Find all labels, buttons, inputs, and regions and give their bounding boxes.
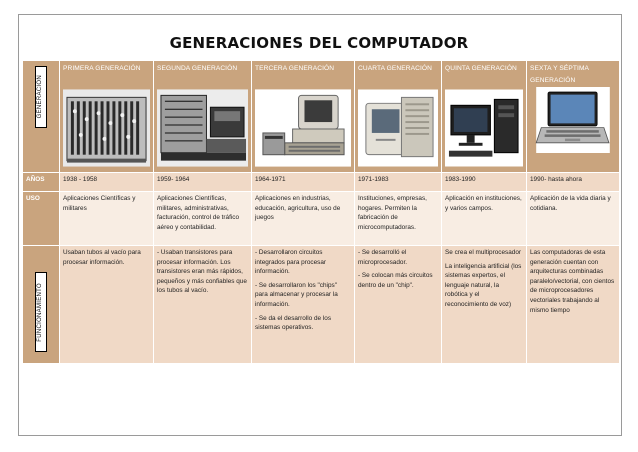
gen3-function-text-3: - Se da el desarrollo de los sistemas operativos. [255, 314, 332, 332]
minicomputer-terminal-image [255, 89, 351, 167]
gen6-function [527, 246, 620, 364]
document-title: GENERACIONES DEL COMPUTADOR [169, 34, 469, 52]
gen2-header: SEGUNDA GENERACIÓN [157, 65, 238, 72]
gen5-function-text-2: La inteligencia artificial (los sistemas expertos, el lenguaje natural, la robótica y el reconocimiento de voz) [445, 262, 522, 308]
gen2-function-text: - Usaban transistores para procesar información. Los transistores eran más rápidos, pequeños y más confiables que los tubos al vacío. [157, 249, 247, 295]
function-row [23, 246, 620, 364]
gen2-function [154, 246, 252, 364]
gen2-use: Aplicaciones Científicas, militares, administrativas, facturación, control de tráfico aéreo y contabilidad. [154, 192, 252, 246]
gen5-years: 1983-1990 [442, 173, 527, 192]
use-label: USO [23, 192, 60, 246]
gen4-header-cell [355, 61, 442, 173]
gen6-function-text: Las computadoras de esta generación cuentan con arquitecturas combinadas paralelo/vectorial, con cientos de microprocesadores vectoriales trabajando al mismo tiempo [530, 249, 615, 314]
gen3-function [252, 246, 355, 364]
gen4-function-text-2: - Se colocan más circuitos dentro de un "chip". [358, 272, 433, 289]
gen1-use: Aplicaciones Científicas y militares [60, 192, 154, 246]
gen4-use: Instituciones, empresas, hogares. Permiten la fabricación de microcomputadoras. [355, 192, 442, 246]
gen3-function-text-1: - Desarrollaron circuitos integrados para procesar información. [255, 249, 327, 276]
vacuum-tube-computer-image [63, 89, 150, 167]
years-label: AÑOS [23, 173, 60, 192]
gen1-years: 1938 - 1958 [60, 173, 154, 192]
gen6-use: Aplicación de la vida diaria y cotidiana. [527, 192, 620, 246]
gen3-header: TERCERA GENERACIÓN [255, 65, 335, 72]
gen1-header: PRIMERA GENERACIÓN [63, 65, 141, 72]
laptop-computer-image [530, 87, 616, 153]
use-row [23, 192, 620, 246]
gen6-header: SEXTA Y SÉPTIMA GENERACIÓN [530, 65, 589, 84]
generation-side-label-box [35, 66, 47, 128]
gen2-header-cell [154, 61, 252, 173]
gen1-function-text: Usaban tubos al vacío para procesar información. [63, 249, 141, 266]
gen3-header-cell [252, 61, 355, 173]
gen4-function-text-1: - Se desarrolló el microprocesador. [358, 249, 408, 266]
gen3-use: Aplicaciones en industrias, educación, agricultura, uso de juegos [252, 192, 355, 246]
generation-side-cell [23, 61, 60, 173]
function-side-cell [23, 246, 60, 364]
gen4-years: 1971-1983 [355, 173, 442, 192]
generation-side-label: GENERACIÓN [37, 75, 44, 119]
generations-table [22, 60, 620, 364]
gen3-years: 1964-1971 [252, 173, 355, 192]
function-side-label-box [35, 272, 47, 352]
gen5-header-cell [442, 61, 527, 173]
gen5-function-text-1: Se crea el multiprocesador [445, 249, 522, 256]
gen3-function-text-2: - Se desarrollaron los "chips" para almacenar y procesar la información. [255, 281, 338, 308]
gen5-use: Aplicación en instituciones, y varios campos. [442, 192, 527, 246]
gen5-function [442, 246, 527, 364]
transistor-computer-image [157, 89, 248, 167]
gen4-function [355, 246, 442, 364]
gen1-header-cell [60, 61, 154, 173]
gen6-years: 1990- hasta ahora [527, 173, 620, 192]
gen4-header: CUARTA GENERACIÓN [358, 65, 432, 72]
gen6-header-cell [527, 61, 620, 173]
gen2-years: 1959- 1964 [154, 173, 252, 192]
function-side-label: FUNCIONAMIENTO [37, 282, 44, 342]
years-row [23, 173, 620, 192]
classic-macintosh-image [358, 89, 438, 167]
gen1-function [60, 246, 154, 364]
gen5-header: QUINTA GENERACIÓN [445, 65, 517, 72]
header-row [23, 61, 620, 173]
desktop-pc-tower-image [445, 89, 523, 167]
